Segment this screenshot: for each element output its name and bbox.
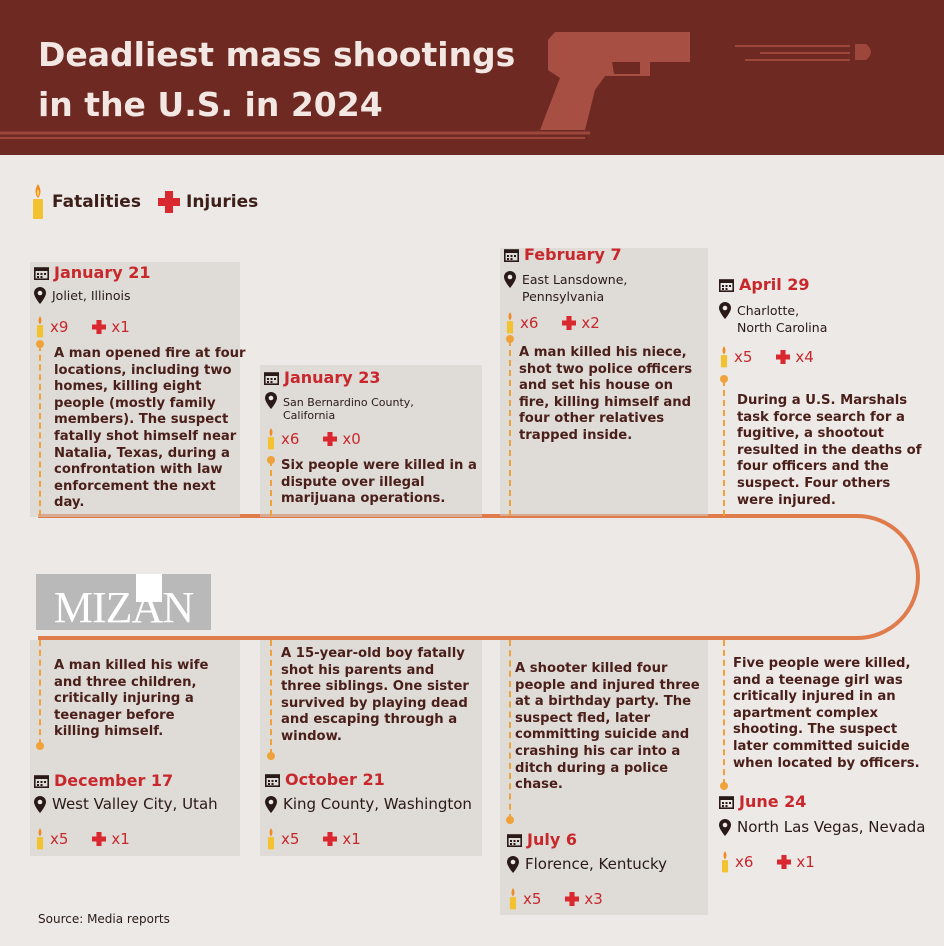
injuries-count: x4 [795,348,814,366]
desc-line: window. [281,728,342,744]
map-pin-icon [265,796,277,813]
fatalities-count: x5 [523,890,542,908]
event-location [34,795,218,813]
desc-line: and a teenage girl was [733,672,903,688]
desc-line: and three children, [54,674,197,690]
calendar-icon [719,278,734,292]
desc-line: fatally shot himself near [54,428,237,444]
location-line: Joliet, Illinois [52,288,131,303]
desc-line: marijuana operations. [281,491,446,507]
event-stats [266,828,361,850]
map-pin-icon [507,856,519,873]
calendar-icon [34,266,49,280]
calendar-icon [719,795,734,809]
event-stats [719,346,814,368]
red-cross-icon [562,316,576,330]
event-stats [505,312,600,334]
location-line: King County, Washington [283,795,472,813]
connector-january-21 [39,345,41,516]
event-location [719,818,925,836]
connector-dot [267,752,275,760]
title-line-1: Deadliest mass shootings [38,35,516,74]
connector-july-6 [509,640,511,820]
logo-text: MIZAN [53,583,194,630]
event-description [281,458,477,508]
location-line: North Las Vegas, Nevada [737,818,926,836]
desc-line: four officers and the [737,459,889,475]
event-description [519,345,692,445]
calendar-icon [34,774,49,788]
desc-line: critically injuring a [54,691,194,707]
desc-line: crashing his car into a [515,743,681,759]
connector-june-24 [723,640,725,785]
candle-icon [266,428,276,450]
title-line-2: in the U.S. in 2024 [38,85,383,124]
desc-line: shot two police officers [519,361,693,377]
desc-line: shot his parents and [281,662,435,678]
red-cross-icon [777,855,791,869]
desc-line: trapped inside. [519,427,633,443]
date-label: February 7 [524,245,622,264]
desc-line: three siblings. One sister [281,679,469,695]
injuries-count: x2 [581,314,600,332]
date-label: October 21 [285,770,385,789]
desc-line: and set his house on [519,378,674,394]
injuries-count: x1 [111,830,130,848]
connector-dot [720,782,728,790]
event-date [264,368,380,387]
desc-line: Natalia, Texas, during a [54,445,230,461]
injuries-count: x0 [342,430,361,448]
red-cross-icon [323,832,337,846]
event-stats [720,851,815,873]
date-label: July 6 [527,830,577,849]
desc-line: A man killed his niece, [519,345,687,360]
red-cross-icon [323,432,337,446]
desc-line: day. [54,495,85,511]
desc-line: members). The suspect [54,412,229,428]
event-date [34,263,150,282]
fatalities-count: x9 [50,318,69,336]
desc-line: critically injured in an [733,689,896,705]
event-location [265,795,472,813]
candle-icon [508,888,518,910]
location-line: California [283,409,336,422]
desc-line: Six people were killed in a [281,458,477,473]
candle-icon [266,828,276,850]
candle-icon [505,312,515,334]
calendar-icon [504,248,519,262]
event-date [34,771,173,790]
event-date [504,245,622,264]
desc-line: fire, killing himself and [519,394,692,410]
connector-december-17 [39,640,41,745]
event-stats [266,428,361,450]
map-pin-icon [265,392,277,409]
desc-line: A 15-year-old boy fatally [281,646,465,661]
event-description [281,646,469,746]
desc-line: dispute over illegal [281,474,425,490]
location-line: San Bernardino County, [283,396,414,409]
injuries-count: x3 [584,890,603,908]
desc-line: locations, including two [54,362,232,378]
date-label: January 21 [54,263,151,282]
connector-dot [36,340,44,348]
event-location [719,302,827,336]
desc-line: apartment complex [733,705,879,721]
connector-january-23 [270,460,272,516]
fatalities-count: x5 [734,348,753,366]
event-date [719,792,806,811]
source-note: Source: Media reports [38,912,170,926]
red-cross-icon [92,832,106,846]
desc-line: suspect fled, later [515,710,651,726]
calendar-icon [265,773,280,787]
connector-april-29 [723,380,725,516]
desc-line: committing suicide and [515,727,690,743]
date-label: December 17 [54,771,174,790]
date-label: April 29 [739,275,810,294]
location-line: East Lansdowne, [522,272,628,287]
red-cross-icon [92,320,106,334]
event-location [265,392,414,422]
event-date [719,275,810,294]
injuries-count: x1 [111,318,130,336]
location-line: West Valley City, Utah [52,795,218,813]
event-location [34,287,130,304]
date-label: January 23 [284,368,381,387]
connector-dot [720,375,728,383]
fatalities-count: x5 [281,830,300,848]
date-label: June 24 [739,792,807,811]
red-cross-icon [776,350,790,364]
candle-icon [719,346,729,368]
desc-line: A man opened fire at four [54,346,246,361]
injuries-count: x1 [796,853,815,871]
connector-dot [267,456,275,464]
candle-icon [720,851,730,873]
location-line: North Carolina [737,320,828,335]
event-description [733,656,920,772]
map-pin-icon [34,287,46,304]
mizan-logo [36,574,211,630]
event-description [737,393,921,509]
desc-line: shooting. The suspect [733,722,898,738]
red-cross-icon [565,892,579,906]
fatalities-count: x5 [50,830,69,848]
connector-dot [36,742,44,750]
desc-line: killing himself. [54,724,164,740]
desc-line: resulted in the deaths of [737,442,922,458]
map-pin-icon [719,819,731,836]
map-pin-icon [719,302,731,319]
desc-line: were injured. [737,492,836,508]
event-stats [35,828,130,850]
legend-injuries-label: Injuries [186,192,259,212]
event-stats [35,316,130,338]
event-date [265,770,385,789]
calendar-icon [507,833,522,847]
location-line: Pennsylvania [522,289,605,304]
event-description [54,346,246,512]
map-pin-icon [34,796,46,813]
connector-dot [506,335,514,343]
connector-february-7 [509,340,511,516]
desc-line: A man killed his wife [54,658,209,673]
desc-line: at a birthday party. The [515,694,692,710]
event-date [507,830,577,849]
desc-line: enforcement the next [54,478,216,494]
desc-line: ditch during a police [515,760,669,776]
desc-line: fugitive, a shootout [737,426,884,442]
connector-october-21 [270,640,272,755]
desc-line: later committed suicide [733,738,910,754]
event-location [507,855,667,873]
location-line: Florence, Kentucky [525,855,668,873]
desc-line: suspect. Four others [737,475,891,491]
legend-fatalities-label: Fatalities [52,192,141,212]
desc-line: and escaping through a [281,712,458,728]
injuries-count: x1 [342,830,361,848]
location-line: Charlotte, [737,303,800,318]
event-stats [508,888,603,910]
fatalities-count: x6 [735,853,754,871]
desc-line: four other relatives [519,411,665,427]
desc-line: chase. [515,777,563,793]
desc-line: when located by officers. [733,755,920,771]
connector-dot [506,816,514,824]
fatalities-count: x6 [281,430,300,448]
candle-icon [35,316,45,338]
event-location [504,271,627,305]
map-pin-icon [504,271,516,288]
desc-line: During a U.S. Marshals [737,393,908,408]
desc-line: people and injured three [515,677,700,693]
desc-line: teenager before [54,707,175,723]
event-description [515,661,700,794]
desc-line: task force search for a [737,409,905,425]
desc-line: people (mostly family [54,395,216,411]
event-description [54,658,208,741]
desc-line: confrontation with law [54,462,223,478]
desc-line: A shooter killed four [515,661,668,676]
calendar-icon [264,371,279,385]
fatalities-count: x6 [520,314,539,332]
desc-line: Five people were killed, [733,656,911,671]
desc-line: survived by playing dead [281,695,468,711]
desc-line: homes, killing eight [54,379,202,395]
candle-icon [35,828,45,850]
